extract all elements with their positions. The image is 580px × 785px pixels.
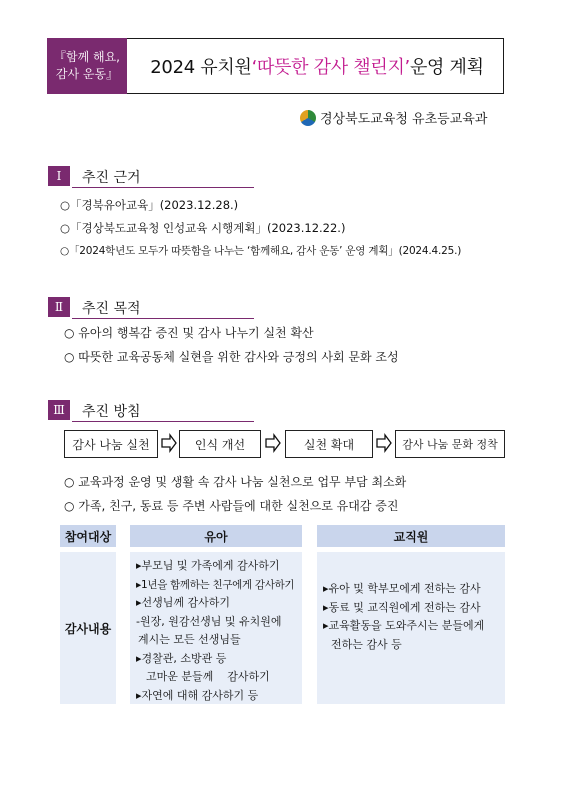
flow-step-3: 실천 확대	[285, 430, 373, 458]
section-2-title: 추진 목적	[82, 301, 141, 317]
children-list-item: ▸자연에 대해 감사하기 등	[136, 688, 259, 702]
section-3-item: ○ 가족, 친구, 동료 등 주변 사람들에 대한 실천으로 유대감 증진	[64, 499, 399, 513]
table-header-target: 참여대상	[60, 525, 116, 547]
flow-arrow-icon	[265, 433, 281, 453]
section-3-item: ○ 교육과정 운영 및 생활 속 감사 나눔 실천으로 업무 부담 최소화	[64, 475, 407, 489]
campaign-tag	[47, 38, 127, 94]
section-1-item: ○「경북유아교육」(2023.12.28.)	[60, 198, 239, 212]
staff-cell	[317, 552, 505, 704]
section-1-number: Ⅰ	[48, 166, 70, 186]
children-list-item: ▸경찰관, 소방관 등	[136, 651, 227, 665]
section-2-item: ○ 유아의 행복감 증진 및 감사 나누기 실천 확산	[64, 326, 314, 340]
title-suffix: 운영 계획	[409, 57, 484, 78]
organization-name: 경상북도교육청 유초등교육과	[320, 112, 488, 127]
staff-list-item: 전하는 감사 등	[331, 637, 402, 651]
children-list-item: 계시는 모든 선생님들	[138, 633, 241, 646]
section-1-item: ○「경상북도교육청 인성교육 시행계획」(2023.12.22.)	[60, 221, 346, 235]
flow-step-1: 감사 나눔 실천	[64, 430, 158, 458]
section-3-underline	[72, 421, 254, 422]
table-header-staff: 교직원	[317, 525, 505, 547]
table-row-label: 감사내용	[60, 552, 116, 704]
children-list-item: ▸1년을 함께하는 친구에게 감사하기	[136, 578, 295, 591]
flow-step-2: 인식 개선	[179, 430, 261, 458]
title-prefix: 2024 유치원	[150, 57, 252, 78]
children-list-item: 고마운 분들께 감사하기	[146, 670, 270, 683]
staff-list-item: ▸유아 및 학부모에게 전하는 감사	[323, 582, 481, 595]
children-list-item: ▸선생님께 감사하기	[136, 596, 231, 609]
section-3-title: 추진 방침	[82, 404, 141, 420]
section-2-underline	[72, 318, 254, 319]
page-title	[130, 38, 504, 94]
section-1-underline	[72, 187, 254, 188]
children-list-item: ▸부모님 및 가족에게 감사하기	[136, 559, 280, 572]
section-1-item: ○「2024학년도 모두가 따뜻함을 나누는 ‘함께해요, 감사 운동’ 운영 계획」(2024.4.25.)	[60, 245, 462, 257]
staff-list-item: ▸동료 및 교직원에게 전하는 감사	[323, 600, 481, 614]
staff-list-item: ▸교육활동을 도와주시는 분들에게	[323, 619, 485, 632]
children-list-item: -원장, 원감선생님 및 유치원에	[136, 614, 282, 628]
flow-arrow-icon	[161, 433, 177, 453]
flow-arrow-icon	[376, 433, 392, 453]
section-2-number: Ⅱ	[48, 297, 70, 317]
organization	[300, 108, 487, 127]
campaign-tag-line2: 감사 운동』	[55, 67, 119, 81]
children-cell	[130, 552, 302, 704]
section-3-number: Ⅲ	[48, 400, 70, 420]
education-office-logo-icon	[300, 110, 316, 126]
flow-step-4: 감사 나눔 문화 정착	[395, 430, 505, 458]
table-header-children: 유아	[130, 525, 302, 547]
campaign-tag-line1: 『함께 해요,	[54, 50, 120, 64]
section-2-item: ○ 따뜻한 교육공동체 실현을 위한 감사와 긍정의 사회 문화 조성	[64, 350, 399, 364]
title-highlight: ‘따뜻한 감사 챌린지’	[251, 57, 410, 78]
section-1-title: 추진 근거	[82, 170, 141, 186]
